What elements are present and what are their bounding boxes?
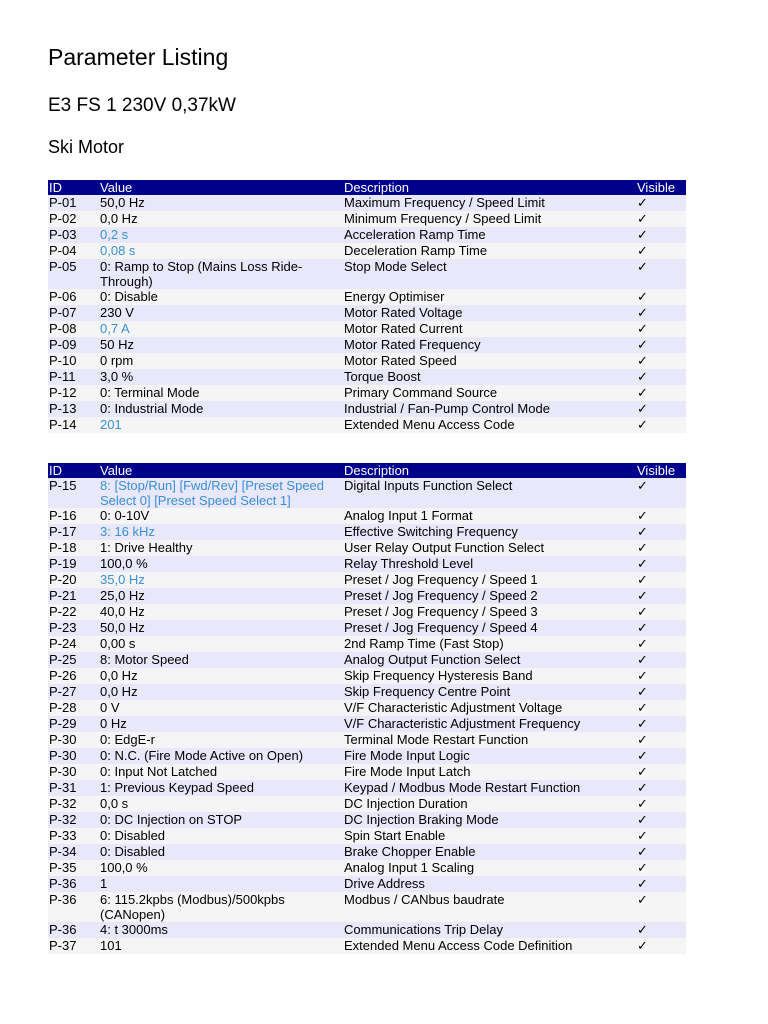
param-description-cell: V/F Characteristic Adjustment Frequency	[343, 716, 636, 732]
table-row	[48, 732, 686, 748]
table-row	[48, 524, 686, 540]
param-visible-check: ✓	[636, 289, 686, 305]
param-value-cell: 0: Terminal Mode	[99, 385, 343, 401]
param-visible-check: ✓	[636, 588, 686, 604]
param-value-cell: 0,2 s	[99, 227, 343, 243]
table-row	[48, 508, 686, 524]
table-row	[48, 305, 686, 321]
param-value-cell: 0,7 A	[99, 321, 343, 337]
param-value-cell: 100,0 %	[99, 860, 343, 876]
param-visible-check: ✓	[636, 604, 686, 620]
param-visible-check: ✓	[636, 211, 686, 227]
column-header-description: Description	[343, 463, 636, 478]
motor-name-heading: Ski Motor	[48, 137, 125, 157]
param-description-cell: Deceleration Ramp Time	[343, 243, 636, 259]
table-row	[48, 764, 686, 780]
param-visible-check: ✓	[636, 369, 686, 385]
param-visible-check: ✓	[636, 812, 686, 828]
param-value-cell: 0 Hz	[99, 716, 343, 732]
param-value-cell: 1: Drive Healthy	[99, 540, 343, 556]
param-id-cell: P-37	[48, 938, 99, 954]
param-value-cell: 0: Disable	[99, 289, 343, 305]
param-visible-check: ✓	[636, 337, 686, 353]
table-row	[48, 195, 686, 211]
param-value-cell: 0: Ramp to Stop (Mains Loss Ride-Through)	[99, 259, 343, 289]
table-row	[48, 938, 686, 954]
param-visible-check: ✓	[636, 556, 686, 572]
param-visible-check: ✓	[636, 652, 686, 668]
table-row	[48, 321, 686, 337]
param-visible-check: ✓	[636, 353, 686, 369]
table-row	[48, 337, 686, 353]
param-description-cell: Maximum Frequency / Speed Limit	[343, 195, 636, 211]
param-value-cell: 25,0 Hz	[99, 588, 343, 604]
param-id-cell: P-02	[48, 211, 99, 227]
param-description-cell: 2nd Ramp Time (Fast Stop)	[343, 636, 636, 652]
param-id-cell: P-33	[48, 828, 99, 844]
param-value-cell: 1	[99, 876, 343, 892]
table-row	[48, 860, 686, 876]
param-id-cell: P-30	[48, 748, 99, 764]
param-id-cell: P-07	[48, 305, 99, 321]
param-id-cell: P-20	[48, 572, 99, 588]
param-value-cell: 0,00 s	[99, 636, 343, 652]
param-id-cell: P-01	[48, 195, 99, 211]
param-id-cell: P-04	[48, 243, 99, 259]
table-row	[48, 417, 686, 433]
table-row	[48, 243, 686, 259]
param-id-cell: P-31	[48, 780, 99, 796]
parameter-table-2	[48, 463, 686, 954]
param-value-cell: 0: Disabled	[99, 828, 343, 844]
param-visible-check: ✓	[636, 321, 686, 337]
param-id-cell: P-22	[48, 604, 99, 620]
param-id-cell: P-14	[48, 417, 99, 433]
param-id-cell: P-36	[48, 876, 99, 892]
param-visible-check: ✓	[636, 305, 686, 321]
param-description-cell: Extended Menu Access Code Definition	[343, 938, 636, 954]
param-id-cell: P-30	[48, 764, 99, 780]
param-id-cell: P-35	[48, 860, 99, 876]
param-visible-check: ✓	[636, 540, 686, 556]
param-description-cell: Brake Chopper Enable	[343, 844, 636, 860]
param-id-cell: P-36	[48, 922, 99, 938]
param-value-cell: 201	[99, 417, 343, 433]
param-value-cell: 0,08 s	[99, 243, 343, 259]
table-row	[48, 636, 686, 652]
param-description-cell: Skip Frequency Hysteresis Band	[343, 668, 636, 684]
param-description-cell: Effective Switching Frequency	[343, 524, 636, 540]
param-description-cell: Drive Address	[343, 876, 636, 892]
table-row	[48, 668, 686, 684]
table-row	[48, 353, 686, 369]
param-value-cell: 0: EdgE-r	[99, 732, 343, 748]
table-row	[48, 922, 686, 938]
parameter-table-1	[48, 180, 686, 433]
param-id-cell: P-29	[48, 716, 99, 732]
table-row	[48, 556, 686, 572]
table-row	[48, 652, 686, 668]
param-value-cell: 0: Input Not Latched	[99, 764, 343, 780]
param-description-cell: Communications Trip Delay	[343, 922, 636, 938]
column-header-description: Description	[343, 180, 636, 195]
table-header-row	[48, 180, 686, 195]
param-description-cell: Energy Optimiser	[343, 289, 636, 305]
param-visible-check: ✓	[636, 227, 686, 243]
param-id-cell: P-30	[48, 732, 99, 748]
param-id-cell: P-13	[48, 401, 99, 417]
param-value-cell: 8: [Stop/Run] [Fwd/Rev] [Preset Speed Select 0] [Preset Speed Select 1]	[99, 478, 343, 508]
param-id-cell: P-10	[48, 353, 99, 369]
param-description-cell: Analog Input 1 Scaling	[343, 860, 636, 876]
param-visible-check: ✓	[636, 780, 686, 796]
param-visible-check: ✓	[636, 401, 686, 417]
param-visible-check: ✓	[636, 764, 686, 780]
param-description-cell: Torque Boost	[343, 369, 636, 385]
param-value-cell: 0: 0-10V	[99, 508, 343, 524]
param-description-cell: Preset / Jog Frequency / Speed 1	[343, 572, 636, 588]
param-description-cell: V/F Characteristic Adjustment Voltage	[343, 700, 636, 716]
param-description-cell: Terminal Mode Restart Function	[343, 732, 636, 748]
param-description-cell: Motor Rated Voltage	[343, 305, 636, 321]
param-visible-check: ✓	[636, 259, 686, 289]
table-row	[48, 401, 686, 417]
page-title: Parameter Listing	[48, 44, 229, 70]
param-value-cell: 101	[99, 938, 343, 954]
param-visible-check: ✓	[636, 892, 686, 922]
param-visible-check: ✓	[636, 478, 686, 508]
param-id-cell: P-21	[48, 588, 99, 604]
table-row	[48, 540, 686, 556]
param-description-cell: Analog Input 1 Format	[343, 508, 636, 524]
param-value-cell: 0,0 Hz	[99, 211, 343, 227]
param-value-cell: 0: Disabled	[99, 844, 343, 860]
param-value-cell: 100,0 %	[99, 556, 343, 572]
table-row	[48, 812, 686, 828]
column-header-visible: Visible	[636, 463, 686, 478]
param-value-cell: 0,0 s	[99, 796, 343, 812]
param-id-cell: P-12	[48, 385, 99, 401]
param-id-cell: P-06	[48, 289, 99, 305]
table-row	[48, 211, 686, 227]
table-row	[48, 604, 686, 620]
param-id-cell: P-34	[48, 844, 99, 860]
param-visible-check: ✓	[636, 243, 686, 259]
table-row	[48, 876, 686, 892]
param-id-cell: P-36	[48, 892, 99, 922]
table-row	[48, 780, 686, 796]
param-visible-check: ✓	[636, 524, 686, 540]
table-row	[48, 259, 686, 289]
param-value-cell: 4: t 3000ms	[99, 922, 343, 938]
param-description-cell: Analog Output Function Select	[343, 652, 636, 668]
param-description-cell: Motor Rated Speed	[343, 353, 636, 369]
param-description-cell: Digital Inputs Function Select	[343, 478, 636, 508]
param-value-cell: 35,0 Hz	[99, 572, 343, 588]
param-value-cell: 3: 16 kHz	[99, 524, 343, 540]
param-visible-check: ✓	[636, 716, 686, 732]
param-description-cell: Extended Menu Access Code	[343, 417, 636, 433]
table-row	[48, 572, 686, 588]
param-description-cell: Industrial / Fan-Pump Control Mode	[343, 401, 636, 417]
param-description-cell: DC Injection Braking Mode	[343, 812, 636, 828]
param-description-cell: Modbus / CANbus baudrate	[343, 892, 636, 922]
param-value-cell: 8: Motor Speed	[99, 652, 343, 668]
param-value-cell: 0: Industrial Mode	[99, 401, 343, 417]
param-description-cell: Skip Frequency Centre Point	[343, 684, 636, 700]
param-value-cell: 1: Previous Keypad Speed	[99, 780, 343, 796]
param-description-cell: Preset / Jog Frequency / Speed 2	[343, 588, 636, 604]
param-id-cell: P-27	[48, 684, 99, 700]
column-header-id: ID	[48, 180, 99, 195]
table-row	[48, 385, 686, 401]
table-row	[48, 828, 686, 844]
param-value-cell: 3,0 %	[99, 369, 343, 385]
param-id-cell: P-18	[48, 540, 99, 556]
table-row	[48, 227, 686, 243]
param-visible-check: ✓	[636, 796, 686, 812]
param-visible-check: ✓	[636, 385, 686, 401]
param-id-cell: P-11	[48, 369, 99, 385]
param-value-cell: 6: 115.2kpbs (Modbus)/500kpbs (CANopen)	[99, 892, 343, 922]
param-visible-check: ✓	[636, 876, 686, 892]
param-description-cell: Keypad / Modbus Mode Restart Function	[343, 780, 636, 796]
param-id-cell: P-26	[48, 668, 99, 684]
param-description-cell: Motor Rated Current	[343, 321, 636, 337]
param-value-cell: 0,0 Hz	[99, 668, 343, 684]
table-row	[48, 684, 686, 700]
param-id-cell: P-32	[48, 796, 99, 812]
param-id-cell: P-15	[48, 478, 99, 508]
param-value-cell: 50 Hz	[99, 337, 343, 353]
param-visible-check: ✓	[636, 844, 686, 860]
param-value-cell: 0,0 Hz	[99, 684, 343, 700]
param-description-cell: Relay Threshold Level	[343, 556, 636, 572]
table-header-row	[48, 463, 686, 478]
table-row	[48, 796, 686, 812]
param-id-cell: P-19	[48, 556, 99, 572]
param-visible-check: ✓	[636, 684, 686, 700]
param-id-cell: P-25	[48, 652, 99, 668]
param-visible-check: ✓	[636, 922, 686, 938]
table-row	[48, 369, 686, 385]
table-row	[48, 620, 686, 636]
param-id-cell: P-23	[48, 620, 99, 636]
param-value-cell: 50,0 Hz	[99, 620, 343, 636]
table-row	[48, 478, 686, 508]
param-description-cell: Stop Mode Select	[343, 259, 636, 289]
param-id-cell: P-09	[48, 337, 99, 353]
param-visible-check: ✓	[636, 417, 686, 433]
param-id-cell: P-16	[48, 508, 99, 524]
column-header-value: Value	[99, 180, 343, 195]
param-description-cell: DC Injection Duration	[343, 796, 636, 812]
param-value-cell: 0: N.C. (Fire Mode Active on Open)	[99, 748, 343, 764]
param-description-cell: Minimum Frequency / Speed Limit	[343, 211, 636, 227]
param-visible-check: ✓	[636, 732, 686, 748]
param-description-cell: Fire Mode Input Latch	[343, 764, 636, 780]
column-header-value: Value	[99, 463, 343, 478]
column-header-visible: Visible	[636, 180, 686, 195]
column-header-id: ID	[48, 463, 99, 478]
param-description-cell: Acceleration Ramp Time	[343, 227, 636, 243]
param-id-cell: P-17	[48, 524, 99, 540]
param-id-cell: P-32	[48, 812, 99, 828]
param-id-cell: P-08	[48, 321, 99, 337]
param-visible-check: ✓	[636, 668, 686, 684]
table-row	[48, 892, 686, 922]
table-row	[48, 748, 686, 764]
param-value-cell: 40,0 Hz	[99, 604, 343, 620]
param-id-cell: P-05	[48, 259, 99, 289]
param-visible-check: ✓	[636, 860, 686, 876]
param-id-cell: P-24	[48, 636, 99, 652]
param-description-cell: User Relay Output Function Select	[343, 540, 636, 556]
param-id-cell: P-03	[48, 227, 99, 243]
param-value-cell: 0: DC Injection on STOP	[99, 812, 343, 828]
table-row	[48, 588, 686, 604]
param-description-cell: Motor Rated Frequency	[343, 337, 636, 353]
param-visible-check: ✓	[636, 748, 686, 764]
param-value-cell: 0 V	[99, 700, 343, 716]
param-description-cell: Spin Start Enable	[343, 828, 636, 844]
table-row	[48, 844, 686, 860]
drive-model-heading: E3 FS 1 230V 0,37kW	[48, 95, 236, 116]
param-description-cell: Preset / Jog Frequency / Speed 4	[343, 620, 636, 636]
param-visible-check: ✓	[636, 195, 686, 211]
param-visible-check: ✓	[636, 620, 686, 636]
param-value-cell: 0 rpm	[99, 353, 343, 369]
param-description-cell: Preset / Jog Frequency / Speed 3	[343, 604, 636, 620]
param-description-cell: Fire Mode Input Logic	[343, 748, 636, 764]
param-value-cell: 230 V	[99, 305, 343, 321]
param-description-cell: Primary Command Source	[343, 385, 636, 401]
param-visible-check: ✓	[636, 572, 686, 588]
param-value-cell: 50,0 Hz	[99, 195, 343, 211]
param-visible-check: ✓	[636, 508, 686, 524]
param-visible-check: ✓	[636, 828, 686, 844]
table-row	[48, 716, 686, 732]
table-row	[48, 289, 686, 305]
param-visible-check: ✓	[636, 700, 686, 716]
param-id-cell: P-28	[48, 700, 99, 716]
param-visible-check: ✓	[636, 938, 686, 954]
table-row	[48, 700, 686, 716]
param-visible-check: ✓	[636, 636, 686, 652]
